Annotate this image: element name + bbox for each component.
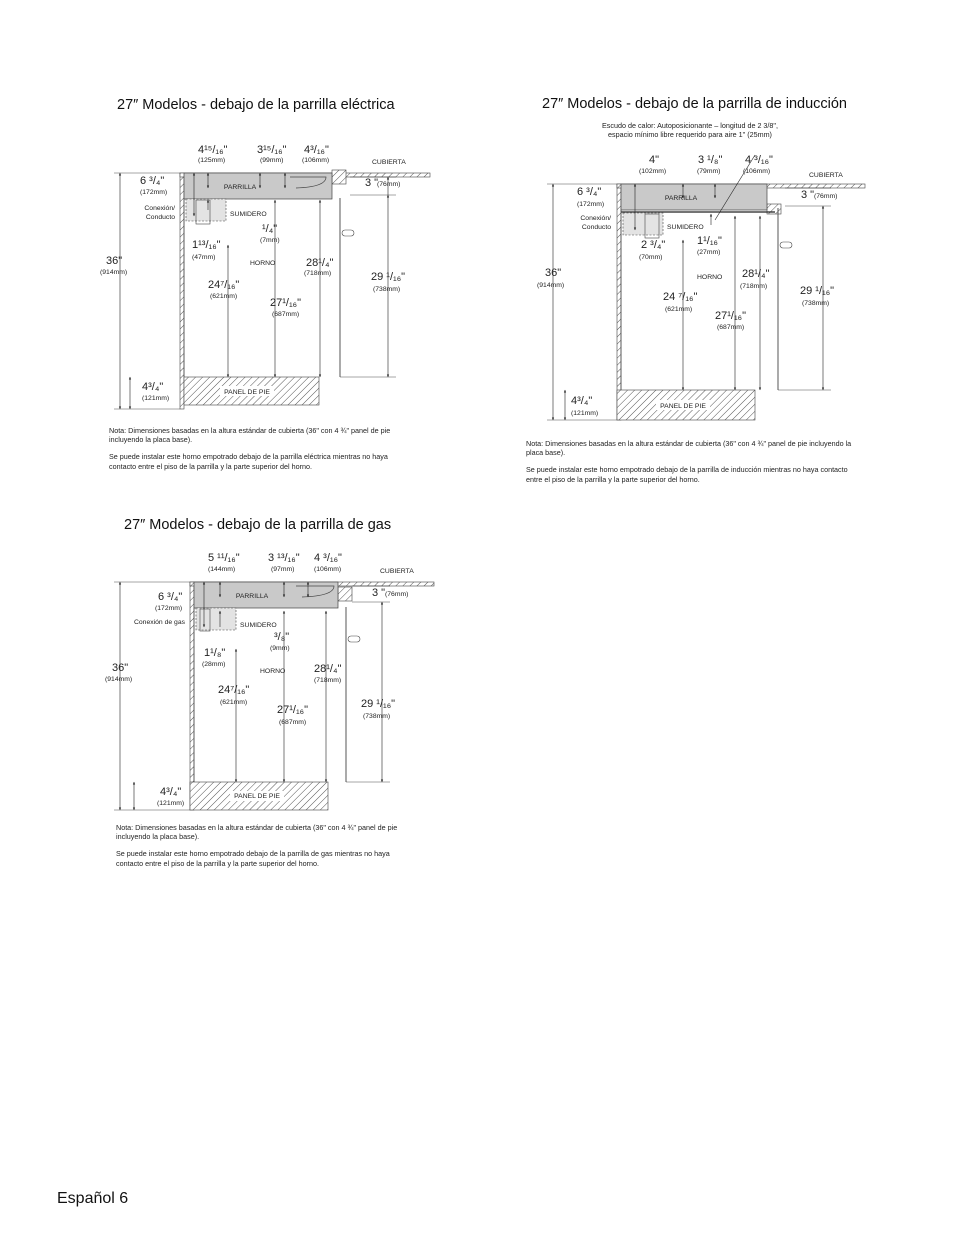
dim-interior: 27¹/₁₆" — [277, 704, 309, 716]
gas-note-1: Nota: Dimensiones basadas en la altura estándar de cubierta (36" con 4 ¾" panel de pie incluyendo la placa base). — [116, 823, 398, 842]
dim-oven-height: 28¹/₄" — [742, 268, 770, 280]
dim-connection-mm: (47mm) — [192, 254, 216, 261]
connection-label-2: Conducto — [145, 214, 175, 221]
dim-countertop: 3 " — [365, 177, 379, 189]
dim-toe: 4³/₄" — [142, 381, 164, 393]
dim-cutout-mm: (621mm) — [220, 699, 248, 706]
dim-cooktop-depth-mm: (144mm) — [208, 566, 236, 573]
dim-oven-height-mm: (718mm) — [740, 283, 768, 290]
dim-oven-height: 28¹/₄" — [306, 257, 334, 269]
dim-cutout: 24⁷/₁₆" — [208, 279, 240, 291]
dim-connection: 1¹/₈" — [204, 647, 226, 659]
dim-cooktop-height: 6 ³/₄" — [140, 175, 165, 187]
dim-cooktop-depth: 4¹⁵/₁₆" — [198, 144, 228, 156]
dim-connection: 1¹³/₁₆" — [192, 239, 221, 251]
dim-cooktop-height-mm: (172mm) — [155, 605, 183, 612]
dim-countertop-mm: (76mm) — [814, 193, 838, 200]
connection-label: Conexión/ — [580, 215, 611, 222]
dim-cooktop-depth: 5 ¹¹/₁₆" — [208, 552, 240, 564]
dim-interior: 27¹/₁₆" — [715, 310, 747, 322]
dim-toe-mm: (121mm) — [142, 395, 170, 402]
dim-interior: 27¹/₁₆" — [270, 297, 302, 309]
connection-label: Conexión/ — [144, 205, 175, 212]
heat-shield-line-2: espacio mínimo libre requerido para aire 1" (25mm) — [608, 130, 772, 139]
dim-front-to-sump: 3¹⁵/₁₆" — [257, 144, 287, 156]
electric-section-title: 27″ Modelos - debajo de la parrilla eléctrica — [117, 97, 395, 113]
dim-front-to-sump-mm: (79mm) — [697, 168, 721, 175]
sump-label: SUMIDERO — [230, 211, 267, 218]
dim-total-height-mm: (914mm) — [537, 282, 565, 289]
dim-sump-width: 4 ³/₁₆" — [745, 154, 773, 166]
cooktop-label: PARRILLA — [664, 195, 698, 202]
toe-panel-label: PANEL DE PIE — [234, 793, 280, 800]
induction-cooktop-diagram — [535, 150, 865, 435]
oven-label: HORNO — [250, 260, 276, 267]
dim-total-height: 36" — [112, 662, 129, 674]
dim-countertop-mm: (76mm) — [377, 181, 401, 188]
dim-countertop-mm: (76mm) — [385, 591, 409, 598]
induction-note-2: Se puede instalar este horno empotrado debajo de la parrilla de inducción mientras no haya contacto entre el piso de la parrilla y la parte superior del horno. — [526, 465, 848, 484]
dim-cutout-mm: (621mm) — [210, 293, 238, 300]
dim-sump-width-mm: (106mm) — [302, 157, 330, 164]
induction-heat-shield-note — [560, 121, 820, 139]
dim-front-to-sump: 3 ¹³/₁₆" — [268, 552, 300, 564]
connection-label-2: Conducto — [581, 224, 611, 231]
cabinet-left-wall — [180, 173, 184, 409]
toe-panel-label: PANEL DE PIE — [660, 403, 706, 410]
dim-sump-width-mm: (106mm) — [743, 168, 771, 175]
dim-oven-height: 28¹/₄" — [314, 663, 342, 675]
cooktop-label: PARRILLA — [223, 184, 257, 191]
countertop-label: CUBIERTA — [380, 568, 414, 575]
sump-outline — [186, 199, 226, 221]
dim-exterior-mm: (738mm) — [802, 300, 830, 307]
dim-cooktop-depth-mm: (125mm) — [198, 157, 226, 164]
oven-label: HORNO — [697, 274, 723, 281]
dim-toe-mm: (121mm) — [571, 410, 599, 417]
dim-connection-mm: (28mm) — [202, 661, 226, 668]
induction-note-1: Nota: Dimensiones basadas en la altura estándar de cubierta (36" con 4 ¾" panel de pie incluyendo la placa base). — [526, 439, 852, 458]
electric-notes — [109, 426, 401, 479]
dim-connection: 2 ³/₄" — [641, 239, 666, 251]
electric-note-1: Nota: Dimensiones basadas en la altura estándar de cubierta (36" con 4 ¾" panel de pie incluyendo la placa base). — [109, 426, 391, 445]
dim-gap-mm: (7mm) — [260, 237, 280, 244]
dim-total-height: 36" — [106, 255, 123, 267]
dim-exterior: 29 ¹/₁₆" — [361, 698, 396, 710]
dim-cooktop-height: 6 ³/₄" — [158, 591, 183, 603]
countertop-label: CUBIERTA — [372, 159, 406, 166]
oven-label: HORNO — [260, 668, 286, 675]
heat-shield-line-1: Escudo de calor: Autoposicionante – longitud de 2 3/8", — [602, 121, 778, 130]
gas-note-2: Se puede instalar este horno empotrado debajo de la parrilla de gas mientras no haya contacto entre el piso de la parrilla y la parte superior del horno. — [116, 849, 390, 868]
electric-note-2: Se puede instalar este horno empotrado debajo de la parrilla eléctrica mientras no haya contacto entre el piso de la parrilla y la parte superior del horno. — [109, 452, 388, 471]
dim-connection-mm: (70mm) — [639, 254, 663, 261]
dim-cutout: 24⁷/₁₆" — [218, 684, 250, 696]
induction-section-title: 27″ Modelos - debajo de la parrilla de inducción — [542, 96, 847, 112]
dim-toe: 4³/₄" — [160, 786, 182, 798]
electric-cooktop-diagram — [100, 140, 406, 420]
dim-countertop: 3 " — [372, 587, 386, 599]
dim-cooktop-height-mm: (172mm) — [140, 189, 168, 196]
dim-exterior-mm: (738mm) — [363, 713, 391, 720]
dim-gap-mm: (27mm) — [697, 249, 721, 256]
gas-cooktop-diagram — [100, 549, 420, 819]
dim-interior-mm: (687mm) — [279, 719, 307, 726]
dim-cooktop-height-mm: (172mm) — [577, 201, 605, 208]
dim-countertop: 3 " — [801, 189, 815, 201]
dim-total-height: 36" — [545, 267, 562, 279]
dim-total-height-mm: (914mm) — [105, 676, 133, 683]
dim-cutout-mm: (621mm) — [665, 306, 693, 313]
dim-toe-mm: (121mm) — [157, 800, 185, 807]
countertop-label: CUBIERTA — [809, 172, 843, 179]
page-footer: Español 6 — [57, 1190, 129, 1207]
dim-interior-mm: (687mm) — [272, 311, 300, 318]
sump-label: SUMIDERO — [240, 622, 277, 629]
dim-exterior: 29 ¹/₁₆" — [371, 271, 406, 283]
gas-connection-label: Conexión de gas — [133, 619, 185, 626]
dim-gap: 1¹/₁₆" — [697, 235, 722, 247]
toe-panel-label: PANEL DE PIE — [224, 389, 270, 396]
dim-front-to-sump: 3 ¹/₈" — [698, 154, 723, 166]
dim-cooktop-depth: 4" — [649, 154, 660, 166]
dim-exterior: 29 ¹/₁₆" — [800, 285, 835, 297]
dim-interior-mm: (687mm) — [717, 324, 745, 331]
dim-cooktop-height: 6 ³/₄" — [577, 186, 602, 198]
cooktop-label: PARRILLA — [235, 593, 269, 600]
dim-oven-height-mm: (718mm) — [304, 270, 332, 277]
dim-oven-height-mm: (718mm) — [314, 677, 342, 684]
dim-front-to-sump-mm: (97mm) — [271, 566, 295, 573]
dim-total-height-mm: (914mm) — [100, 269, 128, 276]
dim-cooktop-depth-mm: (102mm) — [639, 168, 667, 175]
induction-notes — [526, 439, 861, 492]
dim-cutout: 24 ⁷/₁₆" — [663, 291, 698, 303]
dim-gap: ³/₈" — [274, 631, 290, 643]
dim-gap: ¹/₄" — [262, 223, 278, 235]
gas-section-title: 27″ Modelos - debajo de la parrilla de gas — [124, 517, 392, 533]
dim-gap-mm: (9mm) — [270, 645, 290, 652]
dim-sump-width: 4³/₁₆" — [304, 144, 329, 156]
gas-notes — [116, 823, 406, 876]
dim-toe: 4³/₄" — [571, 395, 593, 407]
dim-sump-width-mm: (106mm) — [314, 566, 342, 573]
sump-label: SUMIDERO — [667, 224, 704, 231]
dim-sump-width: 4 ³/₁₆" — [314, 552, 342, 564]
dim-exterior-mm: (738mm) — [373, 286, 401, 293]
dim-front-to-sump-mm: (99mm) — [260, 157, 284, 164]
